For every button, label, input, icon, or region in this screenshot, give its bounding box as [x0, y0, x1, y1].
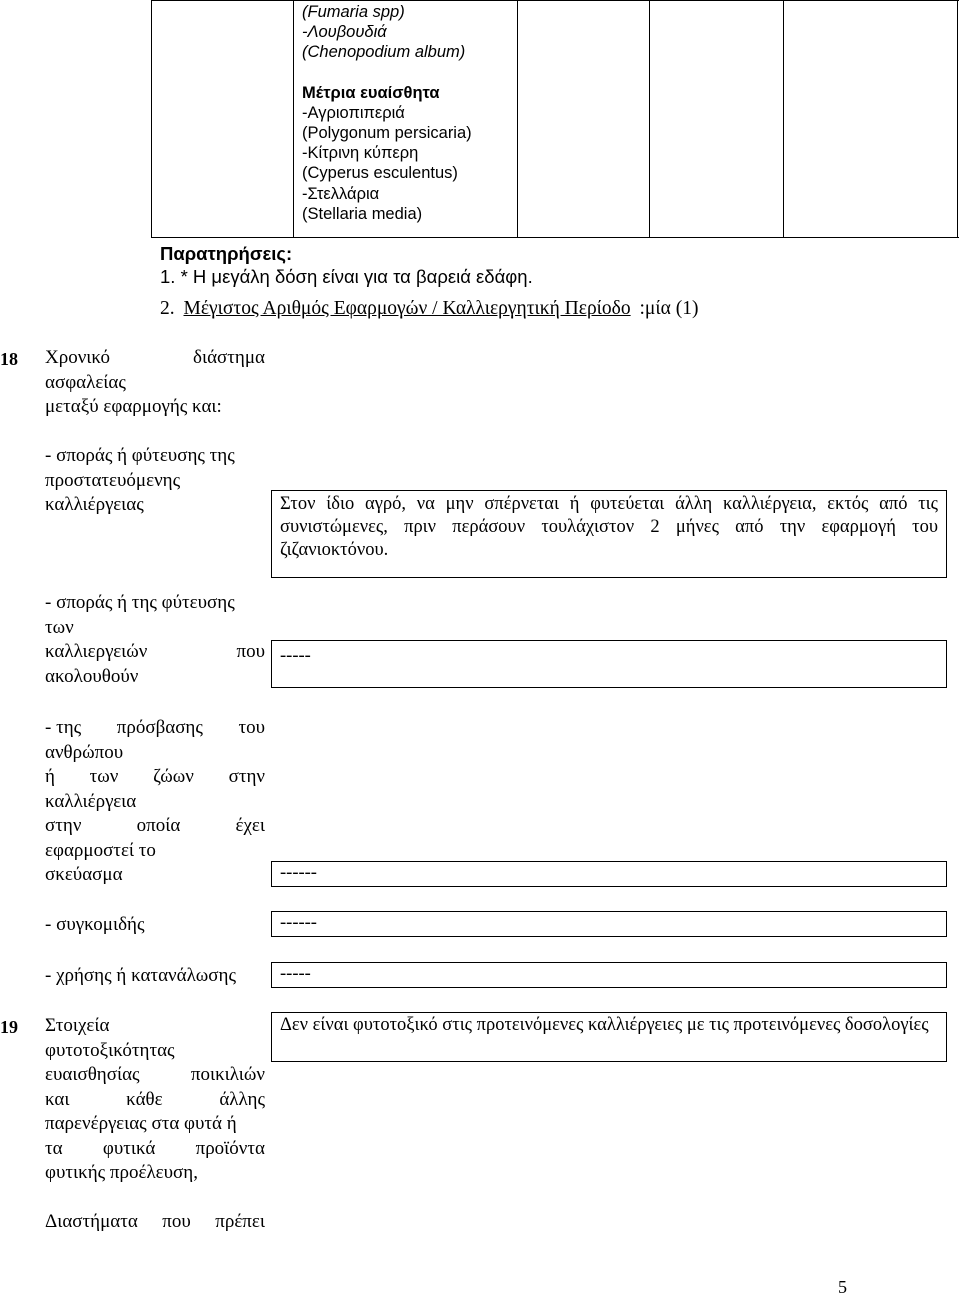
- use-consumption-label: - χρήσης ή κατανάλωσης: [45, 965, 236, 986]
- remarks-note-1: 1. * Η μεγάλη δόση είναι για τα βαρειά εδάφη.: [160, 266, 533, 287]
- note-2-number: 2.: [160, 298, 175, 319]
- label-diastima: διάστημα: [193, 347, 265, 368]
- phyto-word-3: και: [45, 1088, 70, 1110]
- table-col-divider-4: [783, 0, 784, 238]
- remarks-note-2: [160, 297, 698, 321]
- access-word-4: ή: [45, 766, 55, 787]
- table-top-border: [151, 0, 959, 1]
- access-line-6: εφαρμοστεί το: [45, 839, 156, 861]
- access-word-2: πρόσβασης: [116, 717, 203, 738]
- table-bottom-border: [151, 237, 959, 238]
- use-consumption-value-box: [271, 962, 947, 988]
- note-2-value: :μία (1): [639, 298, 699, 319]
- phyto-line-2: φυτοτοξικότητας: [45, 1039, 175, 1061]
- sowing-label-line-1: - σποράς ή φύτευσης της: [45, 445, 235, 466]
- row-number-18: 18: [0, 349, 18, 369]
- access-word-9: οποία: [136, 815, 181, 836]
- species-polygonum-sci: (Polygonum persicaria): [302, 124, 472, 143]
- phyto-word-4: κάθε: [126, 1088, 163, 1110]
- weed-species-list: [302, 2, 472, 224]
- safety-interval-label: [45, 346, 265, 420]
- harvest-value: ------: [280, 913, 317, 933]
- table-col-divider-1: [293, 0, 294, 238]
- table-left-border: [151, 0, 152, 238]
- use-consumption-value: -----: [280, 964, 311, 984]
- following-crops-label: [45, 591, 265, 689]
- following-label-line-3a: καλλιεργειών: [45, 641, 148, 662]
- harvest-label: - συγκομιδής: [45, 914, 145, 935]
- species-kitrini-kypери: -Κίτρινη κύπερη: [302, 144, 419, 163]
- phyto-word-6: τα: [45, 1137, 63, 1159]
- remarks-section: [160, 242, 533, 288]
- intervals-word-2: που: [162, 1211, 191, 1232]
- label-metaxy: μεταξύ εφαρμογής και:: [45, 396, 222, 417]
- phytotoxicity-value: Δεν είναι φυτοτοξικό στις προτεινόμενες καλλιέργειες με τις προτεινόμενες δοσολογίες: [280, 1015, 929, 1035]
- access-line-2: ανθρώπου: [45, 741, 124, 763]
- access-value: ------: [280, 863, 317, 883]
- access-word-1: - της: [45, 717, 82, 738]
- intervals-word-1: Διαστήματα: [45, 1211, 138, 1232]
- harvest-value-box: [271, 911, 947, 937]
- page-number: 5: [838, 1277, 847, 1297]
- access-value-box: [271, 861, 947, 887]
- access-line-4: καλλιέργεια: [45, 790, 137, 812]
- sowing-protected-crop-label: [45, 444, 235, 518]
- max-applications-link[interactable]: Μέγιστος Αριθμός Εφαρμογών / Καλλιεργητική Περίοδο: [183, 298, 631, 319]
- following-label-line-3b: που: [236, 641, 265, 662]
- moderately-sensitive-heading: Μέτρια ευαίσθητα: [302, 83, 440, 102]
- access-word-10: έχει: [235, 815, 265, 836]
- intervals-label: [45, 1210, 265, 1235]
- intervals-word-3: πρέπει: [215, 1211, 265, 1232]
- phyto-line-1: Στοιχεία: [45, 1015, 110, 1036]
- phyto-word-2: ποικιλιών: [190, 1064, 265, 1085]
- sowing-value-text: Στον ίδιο αγρό, να μην σπέρνεται ή φυτεύεται άλλη καλλιέργεια, εκτός από τις συνιστώμενες, πριν περάσουν τουλάχιστον 2 μήνες από την εφαρμογή του ζιζανιοκτόνου.: [280, 494, 938, 560]
- remarks-heading: Παρατηρήσεις:: [160, 243, 293, 264]
- phyto-word-7: φυτικά: [102, 1137, 156, 1159]
- table-right-border: [957, 0, 958, 238]
- access-word-7: στην: [228, 766, 265, 787]
- sowing-label-line-3: καλλιέργειας: [45, 494, 144, 515]
- following-crops-value-box: [271, 640, 947, 688]
- access-word-5: των: [89, 766, 119, 787]
- species-agriopiperia: -Αγριοπιπεριά: [302, 103, 405, 122]
- following-label-line-2: των: [45, 616, 74, 638]
- access-word-8: στην: [45, 815, 82, 836]
- species-lovoudia: -Λουβουδιά: [302, 23, 387, 42]
- species-cyperus-sci: (Cyperus esculentus): [302, 164, 458, 183]
- sowing-label-line-2: προστατευόμενης: [45, 469, 181, 491]
- species-fumaria-sci: (Fumaria spp): [302, 3, 405, 21]
- access-line-7: σκεύασμα: [45, 864, 123, 885]
- following-label-line-4: ακολουθούν: [45, 665, 139, 687]
- access-label: [45, 716, 265, 888]
- species-stellaria: -Στελλάρια: [302, 184, 380, 203]
- access-word-6: ζώων: [153, 766, 194, 787]
- table-col-divider-2: [517, 0, 518, 238]
- sowing-value-box: [271, 490, 947, 578]
- phytotoxicity-label: [45, 1014, 265, 1186]
- following-label-line-1: - σποράς ή της φύτευσης: [45, 592, 235, 613]
- label-chroniko: Χρονικό: [45, 347, 111, 368]
- phyto-word-1: ευαισθησίας: [45, 1064, 140, 1085]
- row-number-19: 19: [0, 1017, 18, 1037]
- species-stellaria-sci: (Stellaria media): [302, 204, 423, 223]
- label-asfaleias: ασφαλείας: [45, 371, 126, 393]
- phyto-line-5: παρενέργειας στα φυτά ή: [45, 1113, 237, 1134]
- following-crops-value: -----: [280, 646, 311, 666]
- phytotoxicity-value-box: [271, 1012, 947, 1062]
- phyto-word-5: άλλης: [219, 1088, 265, 1110]
- access-word-3: του: [238, 717, 265, 738]
- species-chenopodium-sci: (Chenopodium album): [302, 43, 466, 62]
- table-col-divider-3: [649, 0, 650, 238]
- phyto-word-8: προϊόντα: [195, 1137, 265, 1159]
- phyto-line-7: φυτικής προέλευση,: [45, 1162, 198, 1183]
